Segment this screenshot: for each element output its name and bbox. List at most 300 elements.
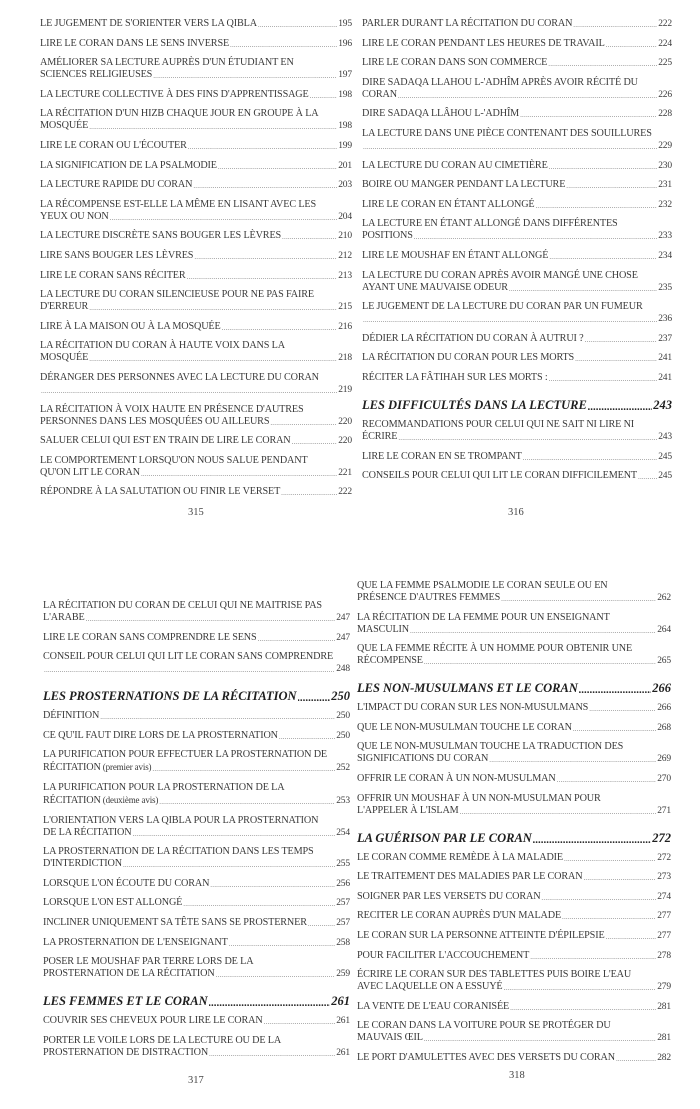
toc-entry — [40, 270, 352, 282]
entry-page-ref: 220 — [338, 416, 352, 427]
entry-title-line: LA PROSTERNATION DE L'ENSEIGNANT — [43, 936, 228, 948]
toc-entry — [40, 89, 352, 101]
dot-leader — [583, 871, 656, 883]
toc-entry — [43, 651, 350, 675]
entry-page-ref: 229 — [658, 140, 672, 151]
entry-page-ref: 196 — [338, 38, 352, 49]
entry-title-line: RÉCITATION (deuxième avis) — [43, 794, 159, 806]
entry-page-ref: 226 — [658, 89, 672, 100]
toc-entry — [40, 321, 352, 333]
entry-title-line: PORTER LE VOILE LORS DE LA LECTURE OU DE LA — [43, 1034, 282, 1046]
entry-page-ref: 215 — [338, 302, 352, 313]
dot-leader — [363, 140, 657, 152]
dot-leader — [509, 282, 657, 294]
page-number: 315 — [188, 507, 204, 518]
entry-page-ref: 195 — [338, 19, 352, 29]
toc-entry — [43, 956, 350, 980]
toc-entry — [362, 179, 672, 191]
dot-leader — [541, 891, 656, 903]
dot-leader — [549, 160, 658, 172]
toc-entry — [40, 57, 352, 81]
entry-page-ref: 281 — [657, 1033, 671, 1044]
dot-leader — [89, 120, 337, 132]
entry-title-line: CE QU'IL FAUT DIRE LORS DE LA PROSTERNATION — [43, 729, 278, 741]
entry-title-line: POUR FACILITER L'ACCOUCHEMENT — [357, 949, 530, 961]
entry-page-ref: 266 — [657, 703, 671, 714]
dot-leader — [210, 878, 335, 890]
dot-leader — [398, 431, 657, 443]
entry-title-line: LE CORAN SUR LA PERSONNE ATTEINTE D'ÉPILEPSIE — [357, 929, 605, 941]
toc-entry — [40, 18, 352, 30]
entry-page-ref: 274 — [657, 891, 671, 902]
section-page-ref: 272 — [652, 830, 671, 845]
dot-leader — [230, 38, 337, 50]
toc-entry — [43, 730, 350, 742]
entry-title-line: LE PORT D'AMULETTES AVEC DES VERSETS DU CORAN — [357, 1051, 615, 1063]
dot-leader — [363, 313, 657, 325]
dot-leader — [410, 624, 656, 636]
toc-entry — [362, 218, 672, 242]
toc-entry — [362, 77, 672, 101]
entry-page-ref: 252 — [336, 763, 350, 774]
dot-leader — [589, 702, 656, 714]
toc-section-heading — [43, 994, 350, 1009]
section-title: LES PROSTERNATIONS DE LA RÉCITATION — [43, 689, 297, 704]
dot-leader — [424, 1032, 656, 1044]
section-page-ref: 266 — [652, 681, 671, 696]
toc-entry — [362, 451, 672, 463]
toc-entry — [357, 1052, 671, 1064]
toc-entry — [40, 179, 352, 191]
dot-leader — [194, 250, 337, 262]
dot-leader — [308, 917, 335, 929]
section-title: LES FEMMES ET LE CORAN — [43, 994, 208, 1009]
entry-title-line: LA LECTURE RAPIDE DU CORAN — [40, 179, 193, 191]
dot-leader — [258, 632, 336, 644]
dot-leader — [41, 384, 337, 396]
entry-title-line: AYANT UNE MAUVAISE ODEUR — [362, 281, 508, 293]
toc-entry — [40, 372, 352, 396]
toc-entry — [43, 937, 350, 949]
entry-page-ref: 264 — [657, 624, 671, 635]
entry-page-ref: 258 — [336, 937, 350, 948]
dot-leader — [89, 352, 337, 364]
entry-title-line: DÉDIER LA RÉCITATION DU CORAN À AUTRUI ? — [362, 332, 584, 344]
dot-leader — [549, 250, 657, 262]
entry-title-line: LA PROSTERNATION DE LA RÉCITATION DANS LES TEMPS — [43, 846, 314, 858]
page-number: 316 — [508, 507, 524, 518]
toc-entry — [40, 340, 352, 364]
toc-entry — [362, 470, 672, 482]
toc-entry — [40, 108, 352, 132]
section-page-ref: 250 — [331, 689, 350, 704]
entry-page-ref: 282 — [657, 1052, 671, 1063]
dot-leader — [398, 89, 657, 101]
toc-entry — [357, 891, 671, 903]
dot-leader — [575, 352, 657, 364]
dot-leader — [579, 683, 651, 696]
entry-title-line: ÉCRIRE — [362, 430, 398, 442]
entry-page-ref: 234 — [658, 250, 672, 261]
entry-title-line: ÉCRIRE LE CORAN SUR DES TABLETTES PUIS BOIRE L'EAU — [357, 969, 632, 981]
entry-title-line: RÉPONDRE À LA SALUTATION OU FINIR LE VERSET — [40, 486, 281, 498]
entry-page-ref: 261 — [336, 1016, 350, 1027]
toc-entry — [40, 38, 352, 50]
toc-entry — [357, 871, 671, 883]
entry-note: (deuxième avis) — [100, 794, 159, 805]
entry-title-line: LA LECTURE EN ÉTANT ALLONGÉ DANS DIFFÉRENTES — [362, 218, 618, 230]
dot-leader — [533, 833, 651, 846]
entry-page-ref: 228 — [658, 109, 672, 120]
entry-page-ref: 245 — [658, 471, 672, 482]
entry-title-line: CORAN — [362, 88, 397, 100]
entry-title-line: COUVRIR SES CHEVEUX POUR LIRE LE CORAN — [43, 1015, 263, 1027]
dot-leader — [279, 730, 335, 742]
entry-title-line: LIRE LE MOUSHAF EN ÉTANT ALLONGÉ — [362, 249, 549, 261]
entry-title-line: QUE LE NON-MUSULMAN TOUCHE LE CORAN — [357, 721, 572, 733]
entry-title-line: LA PURIFICATION POUR EFFECTUER LA PROSTERNATION DE — [43, 749, 327, 761]
toc-entry — [40, 486, 352, 498]
entry-page-ref: 216 — [338, 321, 352, 332]
entry-page-ref: 221 — [338, 467, 352, 478]
entry-title-line: PARLER DURANT LA RÉCITATION DU CORAN — [362, 18, 573, 29]
dot-leader — [588, 400, 652, 413]
dot-leader — [229, 937, 336, 949]
dot-leader — [557, 773, 657, 785]
dot-leader — [209, 996, 331, 1009]
toc-entry — [362, 108, 672, 120]
entry-title-line: RÉCITATION (premier avis) — [43, 762, 152, 774]
entry-page-ref: 265 — [657, 656, 671, 667]
toc-entry — [40, 230, 352, 242]
entry-title-line: YEUX OU NON — [40, 210, 109, 222]
toc-entry — [362, 352, 672, 364]
entry-title-line: L'ORIENTATION VERS LA QIBLA POUR LA PROSTERNATION — [43, 814, 319, 826]
entry-title-line: MOSQUÉE — [40, 352, 89, 364]
dot-leader — [530, 950, 656, 962]
entry-title-line: OFFRIR LE CORAN À UN NON-MUSULMAN — [357, 772, 556, 784]
entry-page-ref: 247 — [336, 632, 350, 643]
dot-leader — [564, 852, 656, 864]
dot-leader — [123, 858, 335, 870]
toc-entry — [357, 1020, 671, 1044]
toc-entry — [362, 128, 672, 152]
toc-section-heading — [357, 681, 671, 696]
toc-entry — [40, 250, 352, 262]
entry-title-line: QUE LA FEMME RÉCITE À UN HOMME POUR OBTENIR UNE — [357, 643, 633, 655]
entry-page-ref: 212 — [338, 250, 352, 261]
entry-title-line: LA RÉCOMPENSE EST-ELLE LA MÊME EN LISANT AVEC LES — [40, 198, 317, 210]
dot-leader — [159, 795, 335, 807]
entry-title-line: PROSTERNATION DE DISTRACTION — [43, 1046, 209, 1058]
dot-leader — [100, 710, 335, 722]
entry-title-line: QU'ON LIT LE CORAN — [40, 466, 140, 478]
entry-page-ref: 241 — [658, 353, 672, 364]
dot-leader — [292, 435, 338, 447]
dot-leader — [216, 968, 336, 980]
dot-leader — [566, 179, 657, 191]
entry-page-ref: 233 — [658, 231, 672, 242]
entry-title-line: LA RÉCITATION DU CORAN À HAUTE VOIX DANS LA — [40, 340, 285, 352]
entry-page-ref: 271 — [657, 805, 671, 816]
toc-entry — [43, 710, 350, 722]
entry-title-line: SOIGNER PAR LES VERSETS DU CORAN — [357, 890, 541, 902]
toc-entry — [40, 289, 352, 313]
entry-page-ref: 259 — [336, 969, 350, 980]
entry-title-line: LIRE LE CORAN SANS RÉCITER — [40, 269, 186, 281]
entry-page-ref: 256 — [336, 878, 350, 889]
entry-title-line: LE CORAN DANS LA VOITURE POUR SE PROTÉGER DU — [357, 1020, 611, 1032]
toc-entry — [362, 250, 672, 262]
dot-leader — [193, 179, 337, 191]
entry-title-line: LA RÉCITATION DU CORAN POUR LES MORTS — [362, 352, 575, 364]
entry-page-ref: 201 — [338, 160, 352, 171]
toc-entry — [362, 301, 672, 325]
entry-title-line: RÉCOMPENSE — [357, 655, 423, 667]
dot-leader — [89, 301, 337, 313]
toc-entry — [357, 580, 671, 604]
entry-page-ref: 198 — [338, 89, 352, 100]
entry-page-ref: 213 — [338, 270, 352, 281]
entry-page-ref: 220 — [338, 436, 352, 447]
entry-title-line: L'APPELER À L'ISLAM — [357, 804, 459, 816]
entry-title-line: AMÉLIORER SA LECTURE AUPRÈS D'UN ÉTUDIANT EN — [40, 57, 294, 69]
entry-title-line: LORSQUE L'ON ÉCOUTE DU CORAN — [43, 877, 210, 889]
dot-leader — [270, 416, 337, 428]
toc-section-heading — [362, 398, 672, 413]
entry-page-ref: 279 — [657, 982, 671, 993]
entry-title-line: LE TRAITEMENT DES MALADIES PAR LE CORAN — [357, 871, 583, 883]
toc-entry — [43, 846, 350, 870]
entry-page-ref: 230 — [658, 160, 672, 171]
entry-page-ref: 273 — [657, 872, 671, 883]
entry-page-ref: 198 — [338, 121, 352, 132]
entry-title-line: LA LECTURE DU CORAN AU CIMETIÈRE — [362, 159, 548, 171]
entry-page-ref: 232 — [658, 199, 672, 210]
section-title: LA GUÉRISON PAR LE CORAN — [357, 830, 532, 845]
entry-title-line: SCIENCES RELIGIEUSES — [40, 69, 153, 81]
entry-title-line: LA LECTURE DU CORAN APRÈS AVOIR MANGÉ UNE CHOSE — [362, 269, 638, 281]
entry-title-line: PROSTERNATION DE LA RÉCITATION — [43, 968, 215, 980]
toc-entry — [43, 897, 350, 909]
toc-entry — [357, 1001, 671, 1013]
dot-leader — [209, 1047, 335, 1059]
dot-leader — [282, 230, 337, 242]
dot-leader — [501, 592, 656, 604]
entry-page-ref: 257 — [336, 917, 350, 928]
dot-leader — [132, 827, 335, 839]
toc-page-317 — [43, 600, 350, 1066]
toc-entry — [362, 18, 672, 30]
entry-title-line: RECOMMANDATIONS POUR CELUI QUI NE SAIT NI LIRE NI — [362, 418, 635, 430]
dot-leader — [258, 18, 337, 30]
entry-page-ref: 231 — [658, 180, 672, 191]
toc-entry — [43, 600, 350, 624]
entry-title-line: LIRE LE CORAN DANS LE SENS INVERSE — [40, 37, 230, 49]
entry-title-line: DE LA RÉCITATION — [43, 826, 132, 838]
dot-leader — [549, 372, 658, 384]
dot-leader — [414, 230, 657, 242]
dot-leader — [510, 1001, 656, 1013]
entry-title-line: OFFRIR UN MOUSHAF À UN NON-MUSULMAN POUR — [357, 792, 601, 804]
toc-entry — [357, 793, 671, 817]
entry-title-line: LA LECTURE DANS UNE PIÈCE CONTENANT DES SOUILLURES — [362, 127, 652, 139]
entry-page-ref: 210 — [338, 231, 352, 242]
entry-page-ref: 197 — [338, 70, 352, 81]
toc-entry — [43, 878, 350, 890]
toc-entry — [362, 57, 672, 69]
entry-page-ref: 203 — [338, 180, 352, 191]
toc-entry — [362, 270, 672, 294]
toc-entry — [43, 749, 350, 774]
dot-leader — [298, 691, 331, 704]
entry-page-ref: 218 — [338, 353, 352, 364]
dot-leader — [153, 69, 337, 81]
dot-leader — [281, 486, 337, 498]
dot-leader — [503, 981, 656, 993]
entry-page-ref: 254 — [336, 827, 350, 838]
dot-leader — [183, 897, 335, 909]
entry-page-ref: 222 — [338, 487, 352, 498]
entry-title-line: LA RÉCITATION DE LA FEMME POUR UN ENSEIGNANT — [357, 611, 610, 623]
dot-leader — [187, 270, 338, 282]
entry-page-ref: 277 — [657, 930, 671, 941]
entry-title-line: MASCULIN — [357, 623, 410, 635]
entry-title-line: SIGNIFICATIONS DU CORAN — [357, 753, 489, 765]
entry-title-line: LA SIGNIFICATION DE LA PSALMODIE — [40, 159, 217, 171]
dot-leader — [606, 930, 657, 942]
toc-entry — [357, 722, 671, 734]
dot-leader — [638, 470, 657, 482]
toc-section-heading — [357, 831, 671, 846]
entry-page-ref: 272 — [657, 852, 671, 863]
entry-title-line: CONSEIL POUR CELUI QUI LIT LE CORAN SANS COMPRENDRE — [43, 651, 334, 663]
entry-title-line: PERSONNES DANS LES MOSQUÉES OU AILLEURS — [40, 415, 270, 427]
entry-title-line: RECITER LE CORAN AUPRÈS D'UN MALADE — [357, 910, 562, 922]
toc-entry — [357, 643, 671, 667]
entry-title-line: LE COMPORTEMENT LORSQU'ON NOUS SALUE PENDANT — [40, 454, 308, 466]
entry-page-ref: 281 — [657, 1001, 671, 1012]
entry-page-ref: 250 — [336, 711, 350, 722]
toc-entry — [40, 435, 352, 447]
entry-title-line: L'ARABE — [43, 612, 85, 623]
dot-leader — [152, 762, 335, 774]
page-number: 317 — [188, 1075, 204, 1086]
entry-page-ref: 224 — [658, 38, 672, 49]
section-page-ref: 261 — [331, 994, 350, 1009]
entry-title-line: LA LECTURE DISCRÈTE SANS BOUGER LES LÈVRES — [40, 230, 282, 242]
toc-entry — [357, 702, 671, 714]
toc-page-316 — [362, 18, 672, 490]
entry-page-ref: 253 — [336, 795, 350, 806]
entry-title-line: MOSQUÉE — [40, 120, 89, 132]
toc-entry — [362, 160, 672, 172]
entry-page-ref: 255 — [336, 859, 350, 870]
dot-leader — [573, 18, 657, 30]
dot-leader — [86, 612, 336, 624]
entry-page-ref: 247 — [336, 613, 350, 623]
entry-page-ref: 257 — [336, 898, 350, 909]
entry-title-line: LE JUGEMENT DE LA LECTURE DU CORAN PAR UN FUMEUR — [362, 301, 643, 313]
entry-title-line: DIRE SADAQA LLAHOU L-'ADHÎM APRÈS AVOIR RÉCITÉ DU — [362, 76, 638, 88]
entry-title-line: LIRE LE CORAN EN SE TROMPANT — [362, 450, 522, 462]
entry-title-line: LA PURIFICATION POUR LA PROSTERNATION DE LA — [43, 781, 285, 793]
entry-title-line: PRÉSENCE D'AUTRES FEMMES — [357, 592, 501, 603]
toc-entry — [362, 372, 672, 384]
dot-leader — [585, 333, 658, 345]
toc-entry — [362, 419, 672, 443]
entry-page-ref: 261 — [336, 1047, 350, 1058]
entry-page-ref: 250 — [336, 730, 350, 741]
entry-title-line: CONSEILS POUR CELUI QUI LIT LE CORAN DIFFICILEMENT — [362, 470, 638, 482]
toc-entry — [40, 140, 352, 152]
dot-leader — [460, 805, 657, 817]
toc-entry — [357, 741, 671, 765]
entry-page-ref: 237 — [658, 333, 672, 344]
entry-page-ref: 270 — [657, 773, 671, 784]
toc-entry — [43, 782, 350, 807]
toc-page-315 — [40, 18, 352, 506]
entry-title-line: LA VENTE DE L'EAU CORANISÉE — [357, 1000, 510, 1012]
dot-leader — [110, 211, 338, 223]
toc-entry — [357, 930, 671, 942]
entry-title-line: DIRE SADAQA LLÂHOU L-'ADHÎM — [362, 108, 520, 120]
entry-title-line: POSITIONS — [362, 230, 413, 242]
dot-leader — [548, 57, 657, 69]
toc-entry — [40, 160, 352, 172]
section-title: LES NON-MUSULMANS ET LE CORAN — [357, 681, 578, 696]
entry-title-line: MAUVAIS ŒIL — [357, 1032, 423, 1044]
entry-title-line: LIRE LE CORAN OU L'ÉCOUTER — [40, 139, 187, 151]
entry-title-line: D'INTERDICTION — [43, 858, 122, 870]
entry-title-line: L'IMPACT DU CORAN SUR LES NON-MUSULMANS — [357, 702, 589, 714]
entry-title-line: LIRE LE CORAN DANS SON COMMERCE — [362, 57, 548, 69]
entry-title-line: BOIRE OU MANGER PENDANT LA LECTURE — [362, 179, 566, 191]
entry-page-ref: 277 — [657, 911, 671, 922]
entry-page-ref: 269 — [657, 754, 671, 765]
toc-entry — [43, 815, 350, 839]
toc-entry — [357, 773, 671, 785]
entry-title-line: LIRE LE CORAN PENDANT LES HEURES DE TRAVAIL — [362, 37, 605, 49]
dot-leader — [535, 199, 657, 211]
toc-entry — [357, 950, 671, 962]
entry-page-ref: 219 — [338, 384, 352, 395]
entry-page-ref: 236 — [658, 314, 672, 325]
entry-title-line: LE CORAN COMME REMÈDE À LA MALADIE — [357, 851, 564, 863]
entry-page-ref: 199 — [338, 140, 352, 151]
entry-title-line: QUE LE NON-MUSULMAN TOUCHE LA TRADUCTION DES — [357, 741, 624, 753]
entry-title-line: LA LECTURE DU CORAN SILENCIEUSE POUR NE PAS FAIRE — [40, 289, 314, 301]
section-page-ref: 243 — [653, 397, 672, 412]
toc-entry — [362, 38, 672, 50]
entry-page-ref: 278 — [657, 950, 671, 961]
entry-page-ref: 248 — [336, 664, 350, 675]
toc-entry — [43, 1015, 350, 1027]
dot-leader — [424, 655, 656, 667]
entry-title-line: LA LECTURE COLLECTIVE À DES FINS D'APPRENTISSAGE — [40, 88, 309, 100]
page-number: 318 — [509, 1070, 525, 1081]
dot-leader — [310, 89, 338, 101]
toc-entry — [43, 632, 350, 644]
entry-title-line: LIRE À LA MAISON OU À LA MOSQUÉE — [40, 320, 221, 332]
toc-section-heading — [43, 689, 350, 704]
toc-entry — [362, 333, 672, 345]
dot-leader — [562, 910, 656, 922]
entry-note: (premier avis) — [100, 762, 152, 773]
entry-title-line: INCLINER UNIQUEMENT SA TÊTE SANS SE PROSTERNER — [43, 916, 307, 928]
entry-page-ref: 243 — [658, 431, 672, 442]
dot-leader — [44, 663, 335, 675]
